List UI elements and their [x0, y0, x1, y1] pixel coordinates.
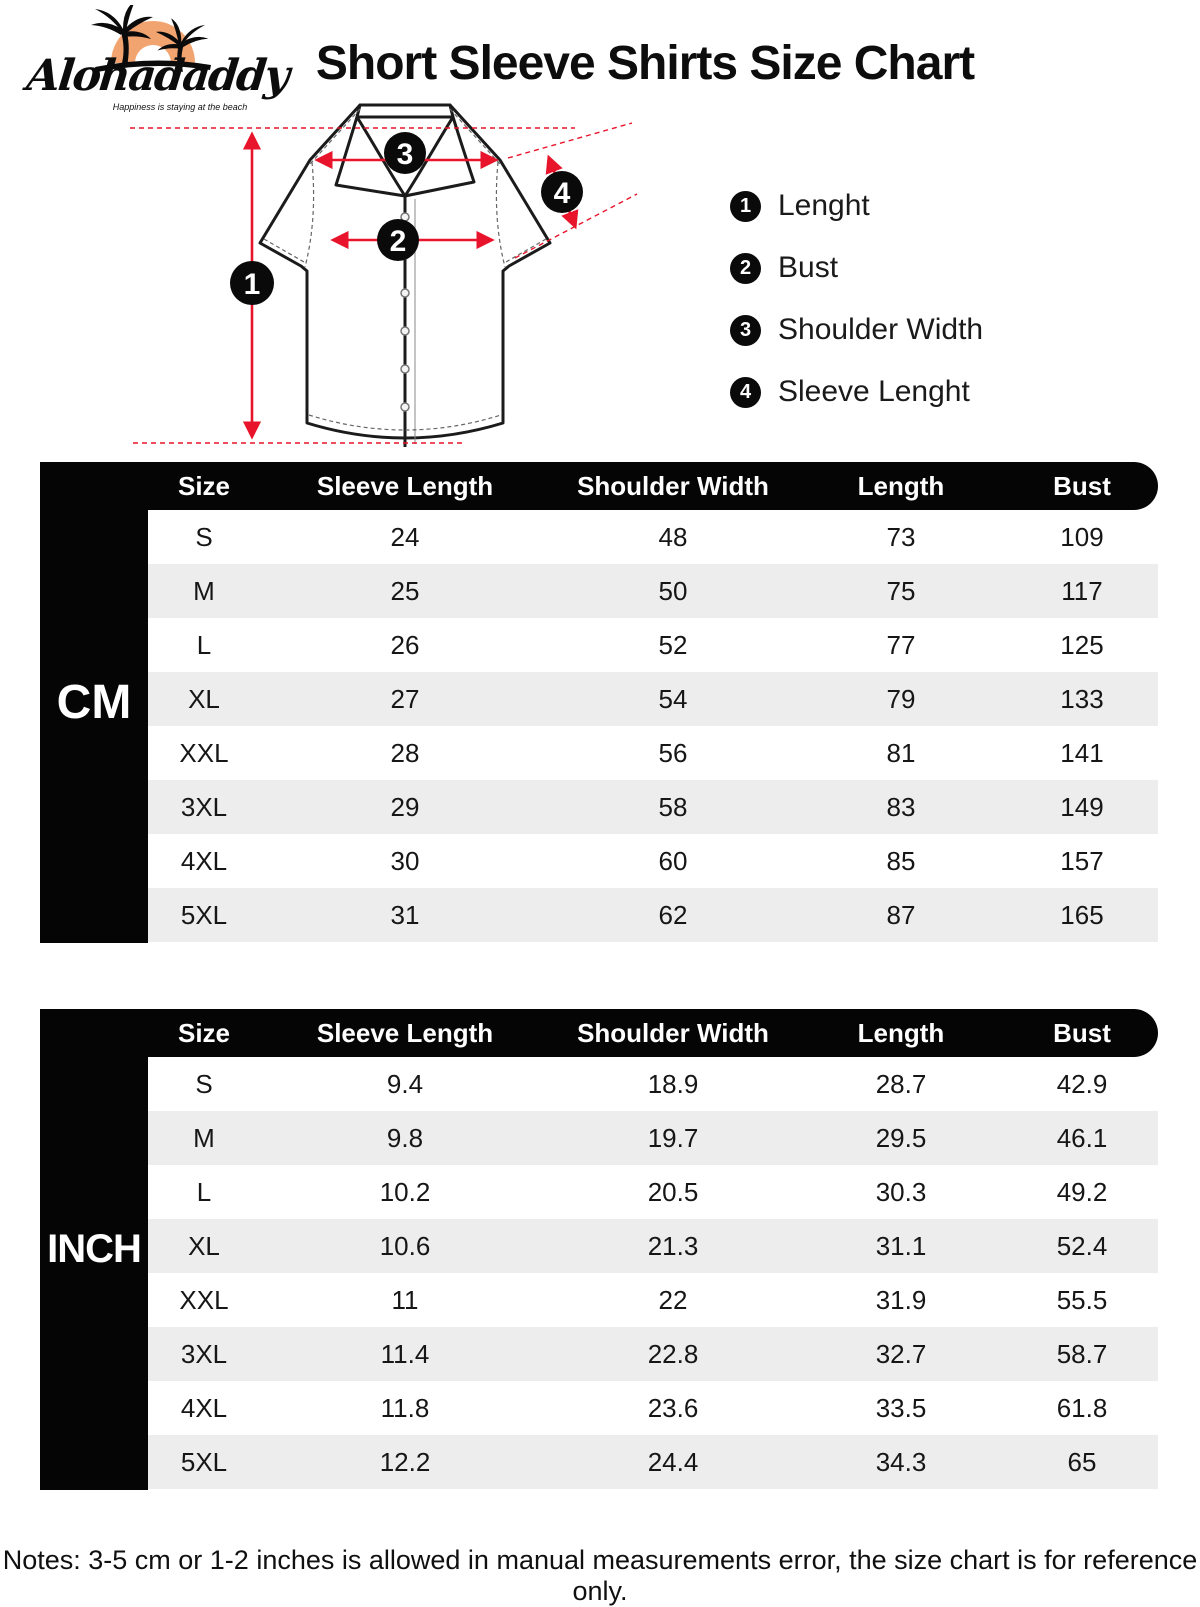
col-header-length: Length: [857, 470, 945, 501]
measurement-legend: [730, 190, 983, 438]
cm-unit-sidebar: [40, 462, 148, 943]
cm-table-body: [148, 510, 1158, 942]
cm-table-header: [40, 462, 1158, 510]
table-cell: 34.3: [875, 1446, 927, 1477]
table-cell: 165: [1060, 899, 1104, 930]
col-header-bust: Bust: [1053, 1017, 1111, 1048]
table-cell: 24.4: [647, 1446, 699, 1477]
table-cell: 61.8: [1056, 1392, 1108, 1423]
table-cell: 29: [390, 791, 420, 822]
table-cell: M: [193, 1122, 215, 1153]
table-cell: XXL: [179, 737, 229, 768]
table-cell: 21.3: [647, 1230, 699, 1261]
table-cell: 49.2: [1056, 1176, 1108, 1207]
table-cell: 73: [886, 521, 916, 552]
col-header-shoulder-width: Shoulder Width: [577, 470, 769, 501]
table-row: [148, 726, 1158, 780]
table-cell: 117: [1061, 575, 1103, 606]
cm-size-table: [40, 462, 1158, 943]
col-header-length: Length: [857, 1017, 945, 1048]
table-row: [148, 1273, 1158, 1327]
notes-text: Notes: 3-5 cm or 1-2 inches is allowed in manual measurements error, the size chart is for reference only.: [2, 1545, 1198, 1606]
col-header-bust: Bust: [1053, 470, 1111, 501]
table-cell: 58.7: [1056, 1338, 1108, 1369]
table-row: [148, 1327, 1158, 1381]
diagram-badge-2: 2: [389, 225, 407, 258]
legend-label: Bust: [778, 251, 839, 284]
inch-table-body: [148, 1057, 1158, 1489]
table-cell: 62: [658, 899, 688, 930]
table-cell: L: [196, 629, 212, 660]
table-cell: 9.8: [386, 1122, 424, 1153]
table-row: [148, 1165, 1158, 1219]
table-cell: 28.7: [875, 1068, 927, 1099]
table-cell: M: [193, 575, 215, 606]
diagram-badge-3: 3: [396, 138, 414, 171]
diagram-badge-1: 1: [243, 268, 261, 301]
legend-badge-2: 2: [730, 253, 761, 284]
table-cell: 29.5: [875, 1122, 927, 1153]
unit-label-cm: CM: [56, 676, 132, 729]
table-cell: 11.8: [380, 1392, 430, 1423]
brand-tagline: Happiness is staying at the beach: [112, 102, 248, 112]
table-cell: 3XL: [180, 791, 228, 822]
table-cell: 10.2: [379, 1176, 431, 1207]
table-cell: 77: [886, 629, 916, 660]
table-cell: 85: [886, 845, 916, 876]
table-cell: 58: [658, 791, 688, 822]
col-header-shoulder-width: Shoulder Width: [577, 1017, 769, 1048]
table-cell: XXL: [179, 1284, 229, 1315]
table-cell: XL: [188, 1230, 220, 1261]
legend-item-shoulder-width: [730, 314, 983, 346]
table-row: [148, 888, 1158, 942]
inch-unit-sidebar: [40, 1009, 148, 1490]
table-cell: 31.1: [875, 1230, 927, 1261]
table-cell: 79: [886, 683, 916, 714]
table-cell: 109: [1060, 521, 1104, 552]
table-cell: 23.6: [647, 1392, 699, 1423]
table-row: [148, 672, 1158, 726]
table-row: [148, 510, 1158, 564]
table-row: [148, 1381, 1158, 1435]
page-title: Short Sleeve Shirts Size Chart: [315, 37, 975, 90]
table-cell: 20.5: [647, 1176, 699, 1207]
inch-table-header: [40, 1009, 1158, 1057]
table-cell: 24: [390, 521, 420, 552]
table-cell: 157: [1060, 845, 1104, 876]
inch-size-table: [40, 1009, 1158, 1490]
table-cell: 28: [390, 737, 420, 768]
table-cell: 26: [390, 629, 420, 660]
col-header-sleeve-length: Sleeve Length: [316, 470, 494, 501]
legend-label: Shoulder Width: [778, 313, 984, 346]
table-cell: 18.9: [647, 1068, 699, 1099]
table-row: [148, 780, 1158, 834]
table-cell: XL: [188, 683, 220, 714]
table-cell: 3XL: [180, 1338, 228, 1369]
table-cell: 46.1: [1056, 1122, 1108, 1153]
legend-label: Sleeve Lenght: [778, 375, 970, 408]
table-row: [148, 834, 1158, 888]
table-cell: 4XL: [180, 845, 228, 876]
brand-name: Alohadaddy: [24, 51, 291, 101]
table-cell: 125: [1060, 629, 1104, 660]
table-cell: 141: [1060, 737, 1104, 768]
col-header-size: Size: [177, 470, 231, 501]
table-cell: 31: [390, 899, 420, 930]
table-cell: 54: [658, 683, 688, 714]
table-cell: 75: [886, 575, 916, 606]
table-row: [148, 1219, 1158, 1273]
table-cell: 33.5: [875, 1392, 927, 1423]
table-row: [148, 618, 1158, 672]
table-cell: 56: [658, 737, 688, 768]
table-cell: 149: [1060, 791, 1104, 822]
table-cell: 12.2: [379, 1446, 431, 1477]
table-cell: 81: [886, 737, 916, 768]
legend-badge-4: 4: [730, 377, 761, 408]
shirt-measurement-diagram: [115, 95, 640, 457]
col-header-sleeve-length: Sleeve Length: [316, 1017, 494, 1048]
table-row: [148, 1111, 1158, 1165]
table-cell: 9.4: [386, 1068, 424, 1099]
legend-badge-1: 1: [730, 191, 761, 222]
table-cell: S: [195, 521, 213, 552]
table-row: [148, 1057, 1158, 1111]
col-header-size: Size: [177, 1017, 231, 1048]
table-cell: 83: [886, 791, 916, 822]
table-cell: 133: [1060, 683, 1104, 714]
unit-label-inch: INCH: [47, 1227, 141, 1271]
table-cell: 52.4: [1056, 1230, 1108, 1261]
table-cell: 27: [390, 683, 420, 714]
table-cell: 48: [658, 521, 688, 552]
table-cell: 50: [658, 575, 688, 606]
table-cell: 11: [391, 1284, 419, 1315]
table-cell: 32.7: [875, 1338, 927, 1369]
legend-item-length: [730, 190, 983, 222]
table-row: [148, 564, 1158, 618]
legend-item-sleeve-length: [730, 376, 983, 408]
table-cell: 11.4: [380, 1338, 430, 1369]
table-cell: 10.6: [379, 1230, 431, 1261]
table-cell: 30: [390, 845, 420, 876]
table-cell: 5XL: [180, 1446, 228, 1477]
table-cell: 5XL: [180, 899, 228, 930]
table-cell: 19.7: [647, 1122, 699, 1153]
table-row: [148, 1435, 1158, 1489]
table-cell: 55.5: [1056, 1284, 1108, 1315]
table-cell: 87: [886, 899, 916, 930]
table-cell: 31.9: [875, 1284, 927, 1315]
table-cell: 42.9: [1056, 1068, 1108, 1099]
diagram-badge-4: 4: [553, 177, 571, 210]
table-cell: 52: [658, 629, 688, 660]
table-cell: 65: [1067, 1446, 1097, 1477]
table-cell: 25: [390, 575, 420, 606]
table-cell: L: [196, 1176, 212, 1207]
shirt-drawing: [115, 95, 640, 457]
table-cell: S: [195, 1068, 213, 1099]
table-cell: 22: [658, 1284, 688, 1315]
legend-label: Lenght: [778, 189, 870, 222]
legend-item-bust: [730, 252, 983, 284]
table-cell: 22.8: [647, 1338, 699, 1369]
legend-badge-3: 3: [730, 315, 761, 346]
table-cell: 4XL: [180, 1392, 228, 1423]
table-cell: 30.3: [875, 1176, 927, 1207]
table-cell: 60: [658, 845, 688, 876]
